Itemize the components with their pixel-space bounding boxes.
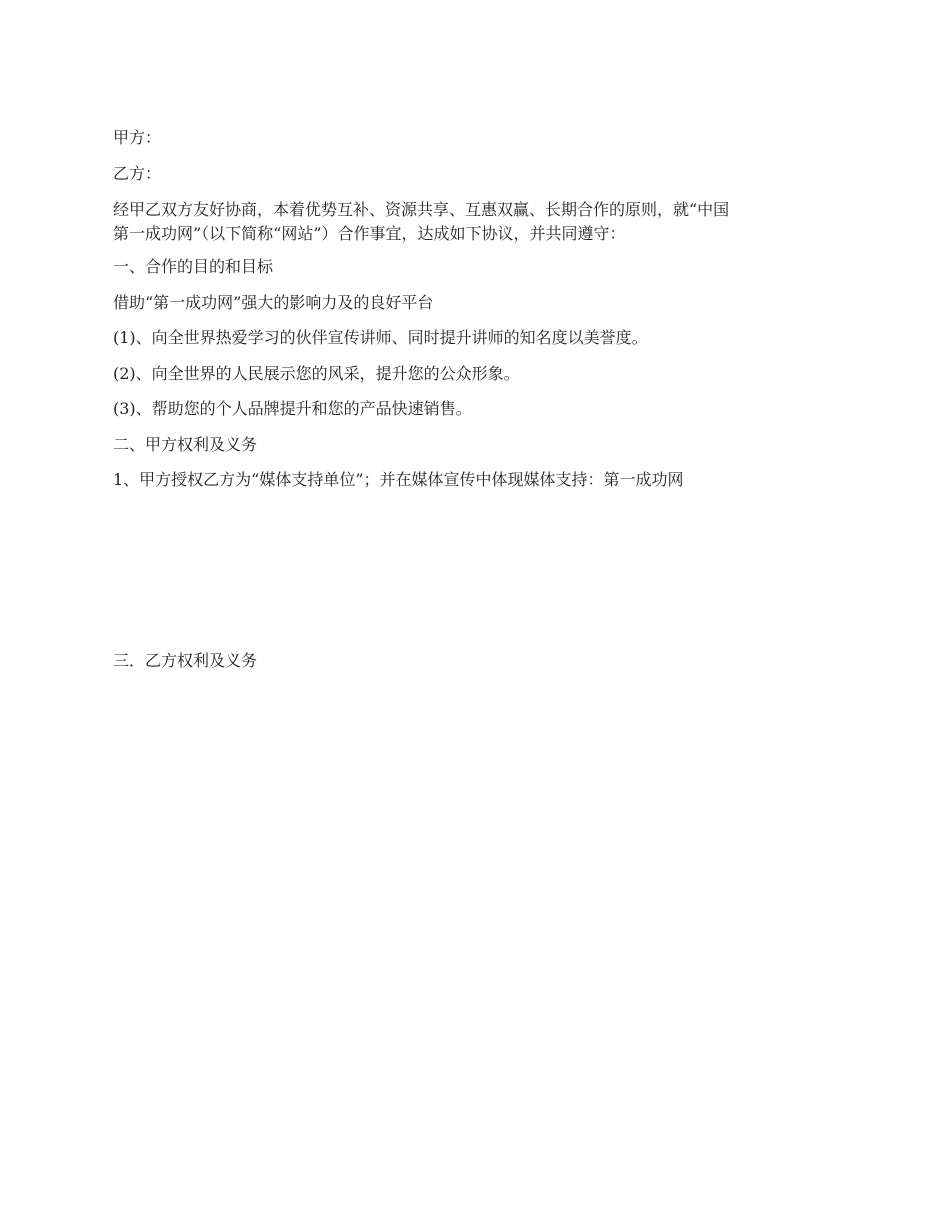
section-2-item-1: 1、甲方授权乙方为“媒体支持单位”；并在媒体宣传中体现媒体支持：第一成功网 [113,470,684,489]
section-1-heading: 一、合作的目的和目标 [113,257,274,276]
section-1-item-2: (2)、向全世界的人民展示您的风采，提升您的公众形象。 [113,364,520,383]
section-3-heading: 三．乙方权利及义务 [113,651,258,670]
section-1-item-1: (1)、向全世界热爱学习的伙伴宣传讲师、同时提升讲师的知名度以美誉度。 [113,328,648,347]
section-2-heading: 二、甲方权利及义务 [113,435,258,454]
party-b-label: 乙方： [113,164,162,183]
intro-line-1: 经甲乙双方友好协商，本着优势互补、资源共享、互惠双赢、长期合作的原则，就“中国 [113,200,730,219]
party-a-label: 甲方： [113,128,162,147]
section-1-lead: 借助“第一成功网”强大的影响力及的良好平台 [113,293,434,312]
section-1-item-3: (3)、帮助您的个人品牌提升和您的产品快速销售。 [113,399,472,418]
intro-paragraph [113,198,833,246]
intro-line-2: 第一成功网”（以下简称“网站”）合作事宜，达成如下协议，并共同遵守： [113,224,626,243]
